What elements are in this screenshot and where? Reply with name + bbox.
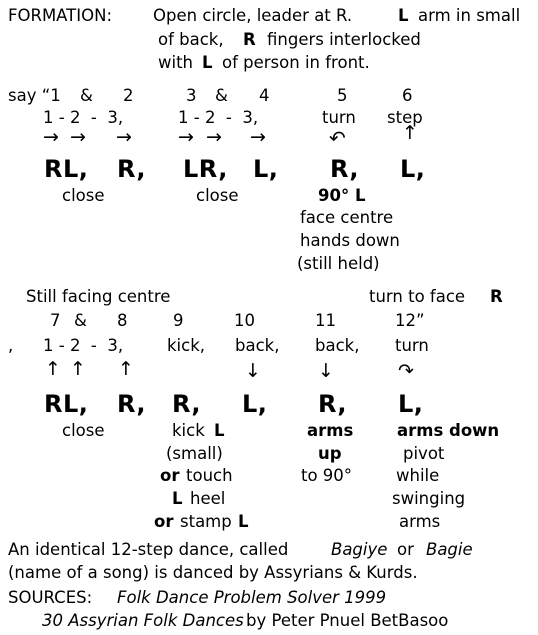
feet-rl-2: RL, [44,390,89,418]
small-label: (small) [166,444,223,463]
hands-down: hands down [300,231,400,250]
back-label-2: back, [315,336,360,355]
feet-l-1: L, [253,155,279,183]
close-label-2: close [196,186,239,205]
step-label: step [387,108,423,127]
arrow-right-icon: → [178,126,194,148]
arrow-right-icon: → [43,126,59,148]
turn-label: turn [322,108,356,127]
formation-line3-text: with [158,53,194,72]
formation-line2-post: fingers interlocked [267,30,421,49]
count-10: 10 [234,311,255,330]
count-9: 9 [173,311,184,330]
say-count-1: say “1 [8,86,61,105]
formation-line1-post: arm in small [418,6,521,25]
turn-arrow-icon: ↷ [398,360,414,382]
touch-label: touch [186,466,233,485]
source-2-author: by Peter Pnuel BetBasoo [246,611,449,630]
source-2-title: 30 Assyrian Folk Dances [42,611,244,630]
rhythm-3: 1 - 2 - 3, [43,336,124,355]
kick-label: kick, [167,336,206,355]
arms-label: arms [307,421,354,440]
arms-label-2: arms [399,512,441,531]
arrow-up-icon: ↑ [118,358,134,380]
formation-line1-bold: L [398,6,409,25]
arrow-right-icon: → [70,126,86,148]
kick-l-text: kick [172,421,205,440]
turn-to-face: turn to face [369,287,466,306]
count-12: 12” [395,311,425,330]
or-label-1: or [160,466,180,485]
notes-line2: (name of a song) is danced by Assyrians & Kurds. [8,563,418,582]
count-and-2: & [215,86,228,105]
to-90-label: to 90° [301,466,353,485]
count-4: 4 [259,86,270,105]
kick-l-bold: L [214,421,225,440]
source-1: Folk Dance Problem Solver 1999 [117,588,387,607]
count-6: 6 [402,86,413,105]
stamp-label: stamp [180,512,232,531]
feet-l-3: L, [242,390,268,418]
arrow-up-icon: ↑ [70,358,86,380]
arms-down-label: arms down [397,421,500,440]
still-facing-centre: Still facing centre [26,287,171,306]
arrow-down-icon: ↓ [318,360,334,382]
heel-l-bold: L [172,489,183,508]
rhythm-2: 1 - 2 - 3, [178,108,259,127]
leading-comma: , [8,336,14,355]
notes-bagiye: Bagiye [331,540,388,559]
formation-line2-bold: R [243,30,256,49]
up-label: up [318,444,342,463]
close-label-1: close [62,186,105,205]
arrow-right-icon: → [116,126,132,148]
feet-l-2: L, [400,155,426,183]
count-8: 8 [117,311,128,330]
count-7: 7 [50,311,61,330]
pivot-label: pivot [403,444,445,463]
arrow-right-icon: → [250,126,266,148]
back-label-1: back, [235,336,280,355]
notes-line1-text: An identical 12-step dance, called [8,540,289,559]
still-held: (still held) [297,254,380,273]
swinging-label: swinging [392,489,466,508]
count-5: 5 [337,86,348,105]
formation-line3-bold: L [202,53,213,72]
turn-arrow-icon: ↶ [329,126,346,150]
turn-to-face-bold: R [490,287,503,306]
count-and-3: & [74,311,87,330]
stamp-l-bold: L [238,512,249,531]
feet-r-1: R, [117,155,147,183]
formation-label: FORMATION: [8,6,113,25]
feet-rl-1: RL, [44,155,89,183]
formation-line2-text: of back, [158,30,224,49]
arrow-right-icon: → [206,126,222,148]
face-centre: face centre [300,208,394,227]
feet-r-5: R, [318,390,348,418]
while-label: while [396,466,440,485]
count-11: 11 [315,311,336,330]
arrow-up-icon: ↑ [402,122,418,144]
notes-bagie: Bagie [426,540,473,559]
notes-or: or [397,540,414,559]
feet-r-2: R, [330,155,360,183]
formation-line1-text: Open circle, leader at R. [153,6,353,25]
degree-90-l: 90° L [318,186,366,205]
formation-line3-post: of person in front. [222,53,370,72]
feet-r-3: R, [117,390,147,418]
count-3: 3 [186,86,197,105]
close-label-3: close [62,421,105,440]
count-2: 2 [123,86,134,105]
rhythm-1: 1 - 2 - 3, [43,108,124,127]
turn-label-2: turn [395,336,429,355]
count-and-1: & [80,86,93,105]
feet-r-4: R, [172,390,202,418]
arrow-down-icon: ↓ [245,360,261,382]
or-label-2: or [154,512,174,531]
arrow-up-icon: ↑ [45,358,61,380]
sources-label: SOURCES: [8,588,93,607]
feet-lr-1: LR, [183,155,228,183]
feet-l-4: L, [398,390,424,418]
heel-label: heel [190,489,226,508]
